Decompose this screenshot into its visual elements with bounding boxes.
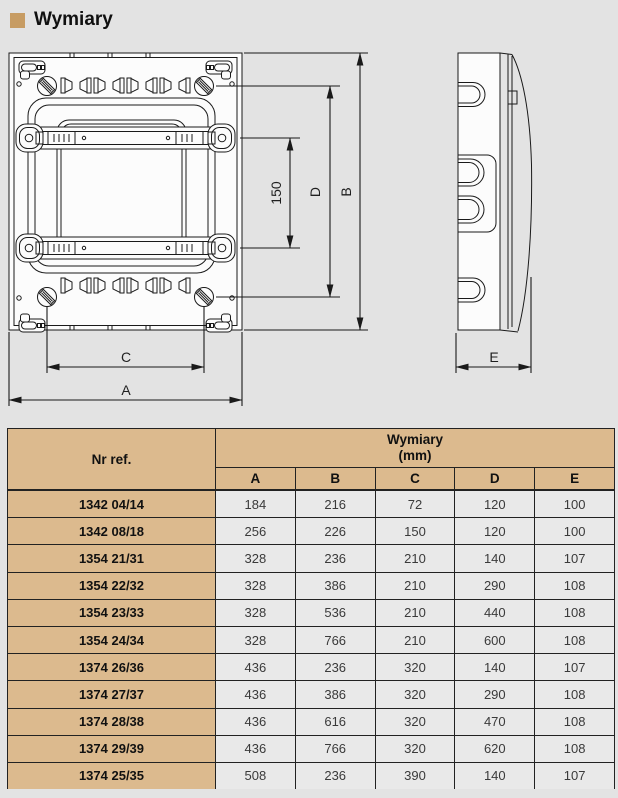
value-cell: 256 <box>216 518 296 545</box>
value-cell: 236 <box>295 545 375 572</box>
value-cell: 328 <box>216 572 296 599</box>
ref-cell: 1374 26/36 <box>8 654 216 681</box>
value-cell: 436 <box>216 735 296 762</box>
table-row <box>8 626 615 653</box>
group-header-line1: Wymiary <box>386 432 444 448</box>
value-cell: 436 <box>216 681 296 708</box>
table-row <box>8 599 615 626</box>
ref-cell: 1374 25/35 <box>8 762 216 789</box>
group-header-line2: (mm) <box>398 448 432 463</box>
value-cell: 436 <box>216 708 296 735</box>
value-cell: 107 <box>535 654 615 681</box>
value-cell: 107 <box>535 762 615 789</box>
label-e: E <box>489 349 499 365</box>
ref-cell: 1342 08/18 <box>8 518 216 545</box>
value-cell: 150 <box>375 518 455 545</box>
value-cell: 236 <box>295 654 375 681</box>
table-body <box>8 490 615 789</box>
value-cell: 140 <box>455 545 535 572</box>
table-row <box>8 490 615 518</box>
value-cell: 508 <box>216 762 296 789</box>
dimensions-table <box>7 428 615 789</box>
column-header-e: E <box>535 468 615 491</box>
value-cell: 328 <box>216 545 296 572</box>
value-cell: 107 <box>535 545 615 572</box>
value-cell: 210 <box>375 599 455 626</box>
ref-cell: 1342 04/14 <box>8 490 216 518</box>
value-cell: 766 <box>295 626 375 653</box>
column-header-a: A <box>216 468 296 491</box>
value-cell: 120 <box>455 518 535 545</box>
ref-column-header: Nr ref. <box>8 429 216 491</box>
value-cell: 108 <box>535 626 615 653</box>
technical-drawing <box>0 45 618 425</box>
value-cell: 290 <box>455 681 535 708</box>
label-150: 150 <box>268 181 284 205</box>
value-cell: 236 <box>295 762 375 789</box>
value-cell: 766 <box>295 735 375 762</box>
value-cell: 108 <box>535 735 615 762</box>
din-rail-bottom <box>16 234 235 262</box>
value-cell: 210 <box>375 626 455 653</box>
value-cell: 108 <box>535 599 615 626</box>
page-title: Wymiary <box>34 9 113 30</box>
value-cell: 320 <box>375 708 455 735</box>
value-cell: 616 <box>295 708 375 735</box>
label-d: D <box>307 186 323 198</box>
label-a: A <box>121 382 131 398</box>
ref-cell: 1354 21/31 <box>8 545 216 572</box>
value-cell: 72 <box>375 490 455 518</box>
value-cell: 390 <box>375 762 455 789</box>
value-cell: 620 <box>455 735 535 762</box>
section-title <box>10 9 113 31</box>
value-cell: 216 <box>295 490 375 518</box>
section-bullet-square <box>10 13 25 28</box>
value-cell: 210 <box>375 572 455 599</box>
value-cell: 140 <box>455 762 535 789</box>
value-cell: 120 <box>455 490 535 518</box>
value-cell: 140 <box>455 654 535 681</box>
value-cell: 100 <box>535 490 615 518</box>
group-header <box>216 429 615 468</box>
value-cell: 328 <box>216 626 296 653</box>
value-cell: 184 <box>216 490 296 518</box>
ref-cell: 1354 24/34 <box>8 626 216 653</box>
table-row <box>8 545 615 572</box>
column-header-b: B <box>295 468 375 491</box>
ref-cell: 1374 27/37 <box>8 681 216 708</box>
value-cell: 210 <box>375 545 455 572</box>
value-cell: 226 <box>295 518 375 545</box>
value-cell: 320 <box>375 654 455 681</box>
value-cell: 440 <box>455 599 535 626</box>
value-cell: 320 <box>375 735 455 762</box>
value-cell: 536 <box>295 599 375 626</box>
table-row <box>8 681 615 708</box>
value-cell: 386 <box>295 572 375 599</box>
value-cell: 386 <box>295 681 375 708</box>
table-row <box>8 654 615 681</box>
label-b: B <box>338 187 354 197</box>
door-profile <box>512 55 532 332</box>
column-header-c: C <box>375 468 455 491</box>
table-row <box>8 572 615 599</box>
label-c: C <box>120 349 132 365</box>
side-body <box>458 53 500 330</box>
ref-cell: 1354 22/32 <box>8 572 216 599</box>
value-cell: 108 <box>535 572 615 599</box>
value-cell: 290 <box>455 572 535 599</box>
value-cell: 108 <box>535 681 615 708</box>
ref-cell: 1354 23/33 <box>8 599 216 626</box>
table-row <box>8 735 615 762</box>
din-rail-top <box>16 124 235 152</box>
table-header <box>8 429 615 491</box>
front-view <box>9 53 242 332</box>
value-cell: 100 <box>535 518 615 545</box>
value-cell: 600 <box>455 626 535 653</box>
ref-cell: 1374 29/39 <box>8 735 216 762</box>
value-cell: 470 <box>455 708 535 735</box>
table-row <box>8 708 615 735</box>
value-cell: 436 <box>216 654 296 681</box>
value-cell: 108 <box>535 708 615 735</box>
value-cell: 320 <box>375 681 455 708</box>
side-view <box>458 53 532 332</box>
table-row <box>8 518 615 545</box>
ref-cell: 1374 28/38 <box>8 708 216 735</box>
value-cell: 328 <box>216 599 296 626</box>
table-row <box>8 762 615 789</box>
column-header-d: D <box>455 468 535 491</box>
